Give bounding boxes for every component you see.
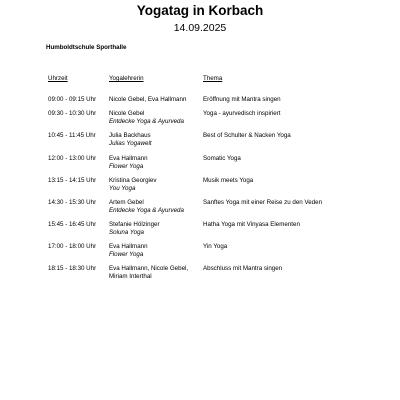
studio-name: Entdecke Yoga & Ayurveda (109, 118, 184, 125)
teacher-name-continued: Miriam Interthal (109, 273, 152, 280)
teacher-name: Nicole Gebel, Eva Hallmann (109, 96, 187, 103)
session-topic: Best of Schulter & Nacken Yoga (203, 132, 291, 139)
header-teacher: Yogalehrerin (109, 75, 144, 82)
session-time: 10:45 - 11:45 Uhr (48, 132, 96, 139)
teacher-name: Stefanie Hölzinger (109, 221, 160, 228)
session-teacher (109, 177, 156, 193)
session-time: 09:00 - 09:15 Uhr (48, 96, 97, 103)
studio-name: Entdecke Yoga & Ayurveda (109, 207, 184, 214)
teacher-name: Kristina Georgiev (109, 177, 157, 184)
session-time: 12:00 - 13:00 Uhr (48, 155, 97, 162)
session-teacher (109, 221, 160, 237)
teacher-name: Nicole Gebel (109, 110, 145, 117)
session-topic: Abschluss mit Mantra singen (203, 265, 283, 272)
session-time: 13:15 - 14:15 Uhr (48, 177, 97, 184)
session-teacher (109, 110, 184, 126)
session-topic: Yin Yoga (203, 243, 228, 250)
session-time: 14:30 - 15:30 Uhr (48, 199, 97, 206)
session-time: 09:30 - 10:30 Uhr (48, 110, 97, 117)
session-topic: Somatic Yoga (203, 155, 241, 162)
session-time: 15:45 - 16:45 Uhr (48, 221, 97, 228)
session-teacher (109, 155, 148, 171)
studio-name: Flower Yoga (109, 251, 144, 258)
header-topic: Thema (203, 75, 223, 82)
studio-name: Julias Yogawelt (109, 140, 152, 147)
session-topic: Hatha Yoga mit Vinyasa Elementen (203, 221, 300, 228)
session-time: 18:15 - 18:30 Uhr (48, 265, 97, 272)
session-teacher (109, 243, 148, 259)
teacher-name: Artem Gebel (109, 199, 144, 206)
teacher-name: Eva Hallmann (109, 155, 148, 162)
event-date: 14.09.2025 (173, 22, 227, 34)
session-teacher (109, 265, 188, 281)
session-topic: Sanftes Yoga mit einer Reise zu den Veden (203, 199, 323, 206)
teacher-name: Eva Hallmann, Nicole Gebel, (109, 265, 189, 272)
session-teacher (109, 199, 184, 215)
teacher-name: Eva Hallmann (109, 243, 148, 250)
studio-name: Flower Yoga (109, 163, 144, 170)
session-topic: Eröffnung mit Mantra singen (203, 96, 281, 103)
session-teacher (109, 132, 152, 148)
session-time: 17:00 - 18:00 Uhr (48, 243, 97, 250)
page-title: Yogatag in Korbach (136, 3, 264, 18)
teacher-name: Julia Backhaus (109, 132, 151, 139)
header-time: Uhrzeit (48, 75, 68, 82)
session-teacher (109, 96, 186, 104)
venue-label: Humboldtschule Sporthalle (46, 44, 127, 51)
session-topic: Musik meets Yoga (203, 177, 254, 184)
session-topic: Yoga - ayurvedisch inspiriert (203, 110, 281, 117)
studio-name: Soluna Yoga (109, 229, 144, 236)
studio-name: You Yoga (109, 185, 136, 192)
